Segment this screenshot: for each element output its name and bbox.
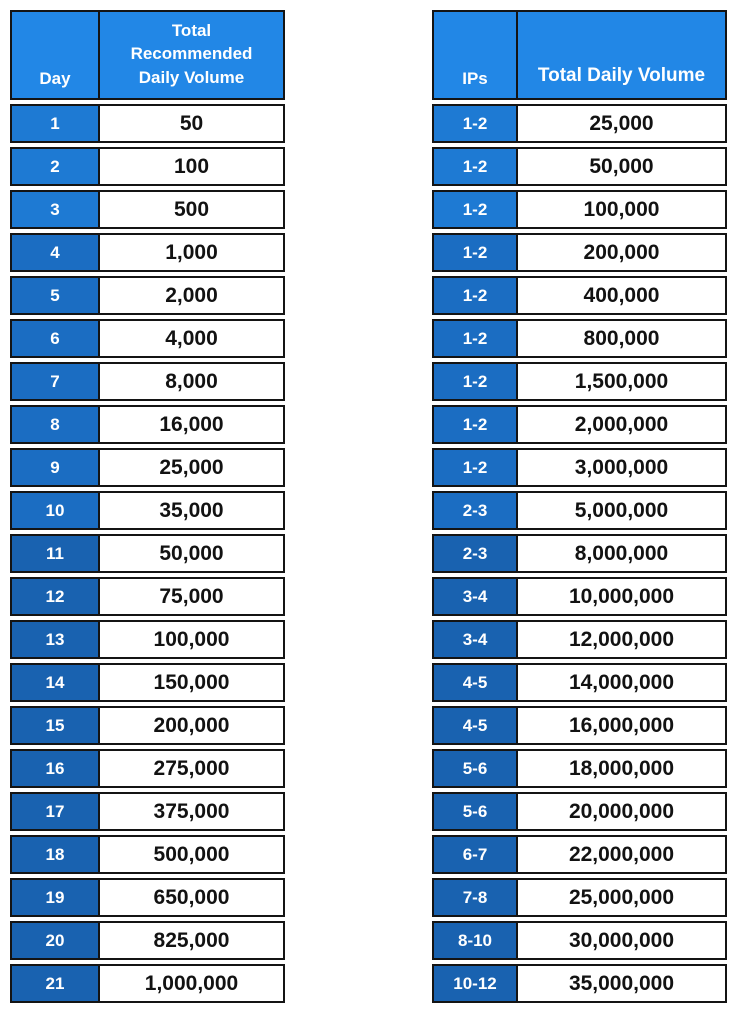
ips-cell: 10-12 [432,964,518,1003]
day-cell: 4 [10,233,100,272]
table-row [10,448,285,487]
volume-cell: 650,000 [98,878,285,917]
table-row [432,620,727,659]
ips-cell: 8-10 [432,921,518,960]
volume-cell: 50,000 [516,147,727,186]
day-rows [10,104,285,1003]
volume-cell: 16,000,000 [516,706,727,745]
volume-cell: 8,000,000 [516,534,727,573]
table-header-row [432,10,727,100]
day-cell: 18 [10,835,100,874]
table-row [432,233,727,272]
ip-rows [432,104,727,1003]
table-row [10,319,285,358]
volume-cell: 4,000 [98,319,285,358]
table-row [432,964,727,1003]
table-row [10,620,285,659]
volume-cell: 400,000 [516,276,727,315]
day-cell: 16 [10,749,100,788]
table-row [432,319,727,358]
volume-cell: 2,000 [98,276,285,315]
table-row [10,706,285,745]
volume-cell: 10,000,000 [516,577,727,616]
volume-cell: 18,000,000 [516,749,727,788]
table-row [432,405,727,444]
volume-cell: 25,000 [516,104,727,143]
volume-cell: 20,000,000 [516,792,727,831]
day-cell: 12 [10,577,100,616]
table-row [432,878,727,917]
day-cell: 7 [10,362,100,401]
volume-cell: 3,000,000 [516,448,727,487]
table-row [432,749,727,788]
volume-cell: 800,000 [516,319,727,358]
day-cell: 15 [10,706,100,745]
ips-cell: 1-2 [432,147,518,186]
table-row [432,362,727,401]
day-cell: 2 [10,147,100,186]
day-cell: 9 [10,448,100,487]
volume-cell: 1,500,000 [516,362,727,401]
ips-cell: 1-2 [432,448,518,487]
volume-cell: 16,000 [98,405,285,444]
volume-cell: 25,000,000 [516,878,727,917]
table-row [10,104,285,143]
table-row [10,749,285,788]
tables-container [10,10,739,1003]
ips-cell: 1-2 [432,190,518,229]
ips-cell: 2-3 [432,534,518,573]
day-cell: 6 [10,319,100,358]
ips-cell: 1-2 [432,362,518,401]
day-cell: 11 [10,534,100,573]
ips-cell: 3-4 [432,620,518,659]
ips-cell: 1-2 [432,233,518,272]
volume-cell: 100,000 [516,190,727,229]
volume-cell: 35,000,000 [516,964,727,1003]
table-row [432,491,727,530]
volume-cell: 2,000,000 [516,405,727,444]
table-row [10,190,285,229]
volume-cell: 150,000 [98,663,285,702]
table-row [432,577,727,616]
recommended-volume-header-label: Total Recommended Daily Volume [130,20,253,87]
volume-cell: 500 [98,190,285,229]
volume-cell: 100,000 [98,620,285,659]
table-row [432,147,727,186]
table-row [10,792,285,831]
table-row [432,190,727,229]
day-cell: 19 [10,878,100,917]
volume-cell: 825,000 [98,921,285,960]
volume-cell: 200,000 [516,233,727,272]
table-row [10,534,285,573]
table-row [10,362,285,401]
table-row [432,706,727,745]
table-row [10,405,285,444]
ips-cell: 1-2 [432,319,518,358]
ips-cell: 7-8 [432,878,518,917]
daily-volume-schedule-table [10,10,285,1003]
ips-cell: 4-5 [432,706,518,745]
volume-cell: 275,000 [98,749,285,788]
recommended-volume-column-header [98,10,285,100]
ips-cell: 5-6 [432,792,518,831]
day-cell: 5 [10,276,100,315]
day-cell: 3 [10,190,100,229]
volume-cell: 500,000 [98,835,285,874]
table-row [10,921,285,960]
ips-cell: 5-6 [432,749,518,788]
ips-cell: 1-2 [432,276,518,315]
table-row [10,276,285,315]
day-cell: 13 [10,620,100,659]
table-row [432,921,727,960]
table-row [432,104,727,143]
day-cell: 21 [10,964,100,1003]
day-cell: 17 [10,792,100,831]
volume-cell: 25,000 [98,448,285,487]
day-cell: 20 [10,921,100,960]
table-row [10,147,285,186]
ips-cell: 3-4 [432,577,518,616]
volume-cell: 100 [98,147,285,186]
table-row [432,448,727,487]
table-row [10,491,285,530]
ips-column-header: IPs [432,10,518,100]
ips-cell: 4-5 [432,663,518,702]
volume-cell: 30,000,000 [516,921,727,960]
table-row [10,964,285,1003]
table-row [432,792,727,831]
volume-cell: 200,000 [98,706,285,745]
day-cell: 8 [10,405,100,444]
volume-cell: 12,000,000 [516,620,727,659]
volume-cell: 8,000 [98,362,285,401]
table-row [432,663,727,702]
volume-cell: 22,000,000 [516,835,727,874]
volume-cell: 375,000 [98,792,285,831]
day-cell: 14 [10,663,100,702]
total-daily-volume-column-header [516,10,727,100]
table-row [432,276,727,315]
volume-cell: 14,000,000 [516,663,727,702]
table-header-row [10,10,285,100]
ip-volume-table [432,10,727,1003]
ips-cell: 1-2 [432,405,518,444]
table-row [10,878,285,917]
table-row [10,577,285,616]
day-column-header: Day [10,10,100,100]
volume-cell: 1,000,000 [98,964,285,1003]
table-row [432,534,727,573]
volume-cell: 50 [98,104,285,143]
volume-cell: 5,000,000 [516,491,727,530]
volume-cell: 1,000 [98,233,285,272]
volume-cell: 35,000 [98,491,285,530]
day-cell: 10 [10,491,100,530]
day-cell: 1 [10,104,100,143]
table-row [10,233,285,272]
ips-cell: 6-7 [432,835,518,874]
volume-cell: 50,000 [98,534,285,573]
table-row [432,835,727,874]
table-row [10,835,285,874]
ips-cell: 2-3 [432,491,518,530]
table-row [10,663,285,702]
ips-cell: 1-2 [432,104,518,143]
volume-cell: 75,000 [98,577,285,616]
total-daily-volume-header-label: Total Daily Volume [537,64,706,86]
